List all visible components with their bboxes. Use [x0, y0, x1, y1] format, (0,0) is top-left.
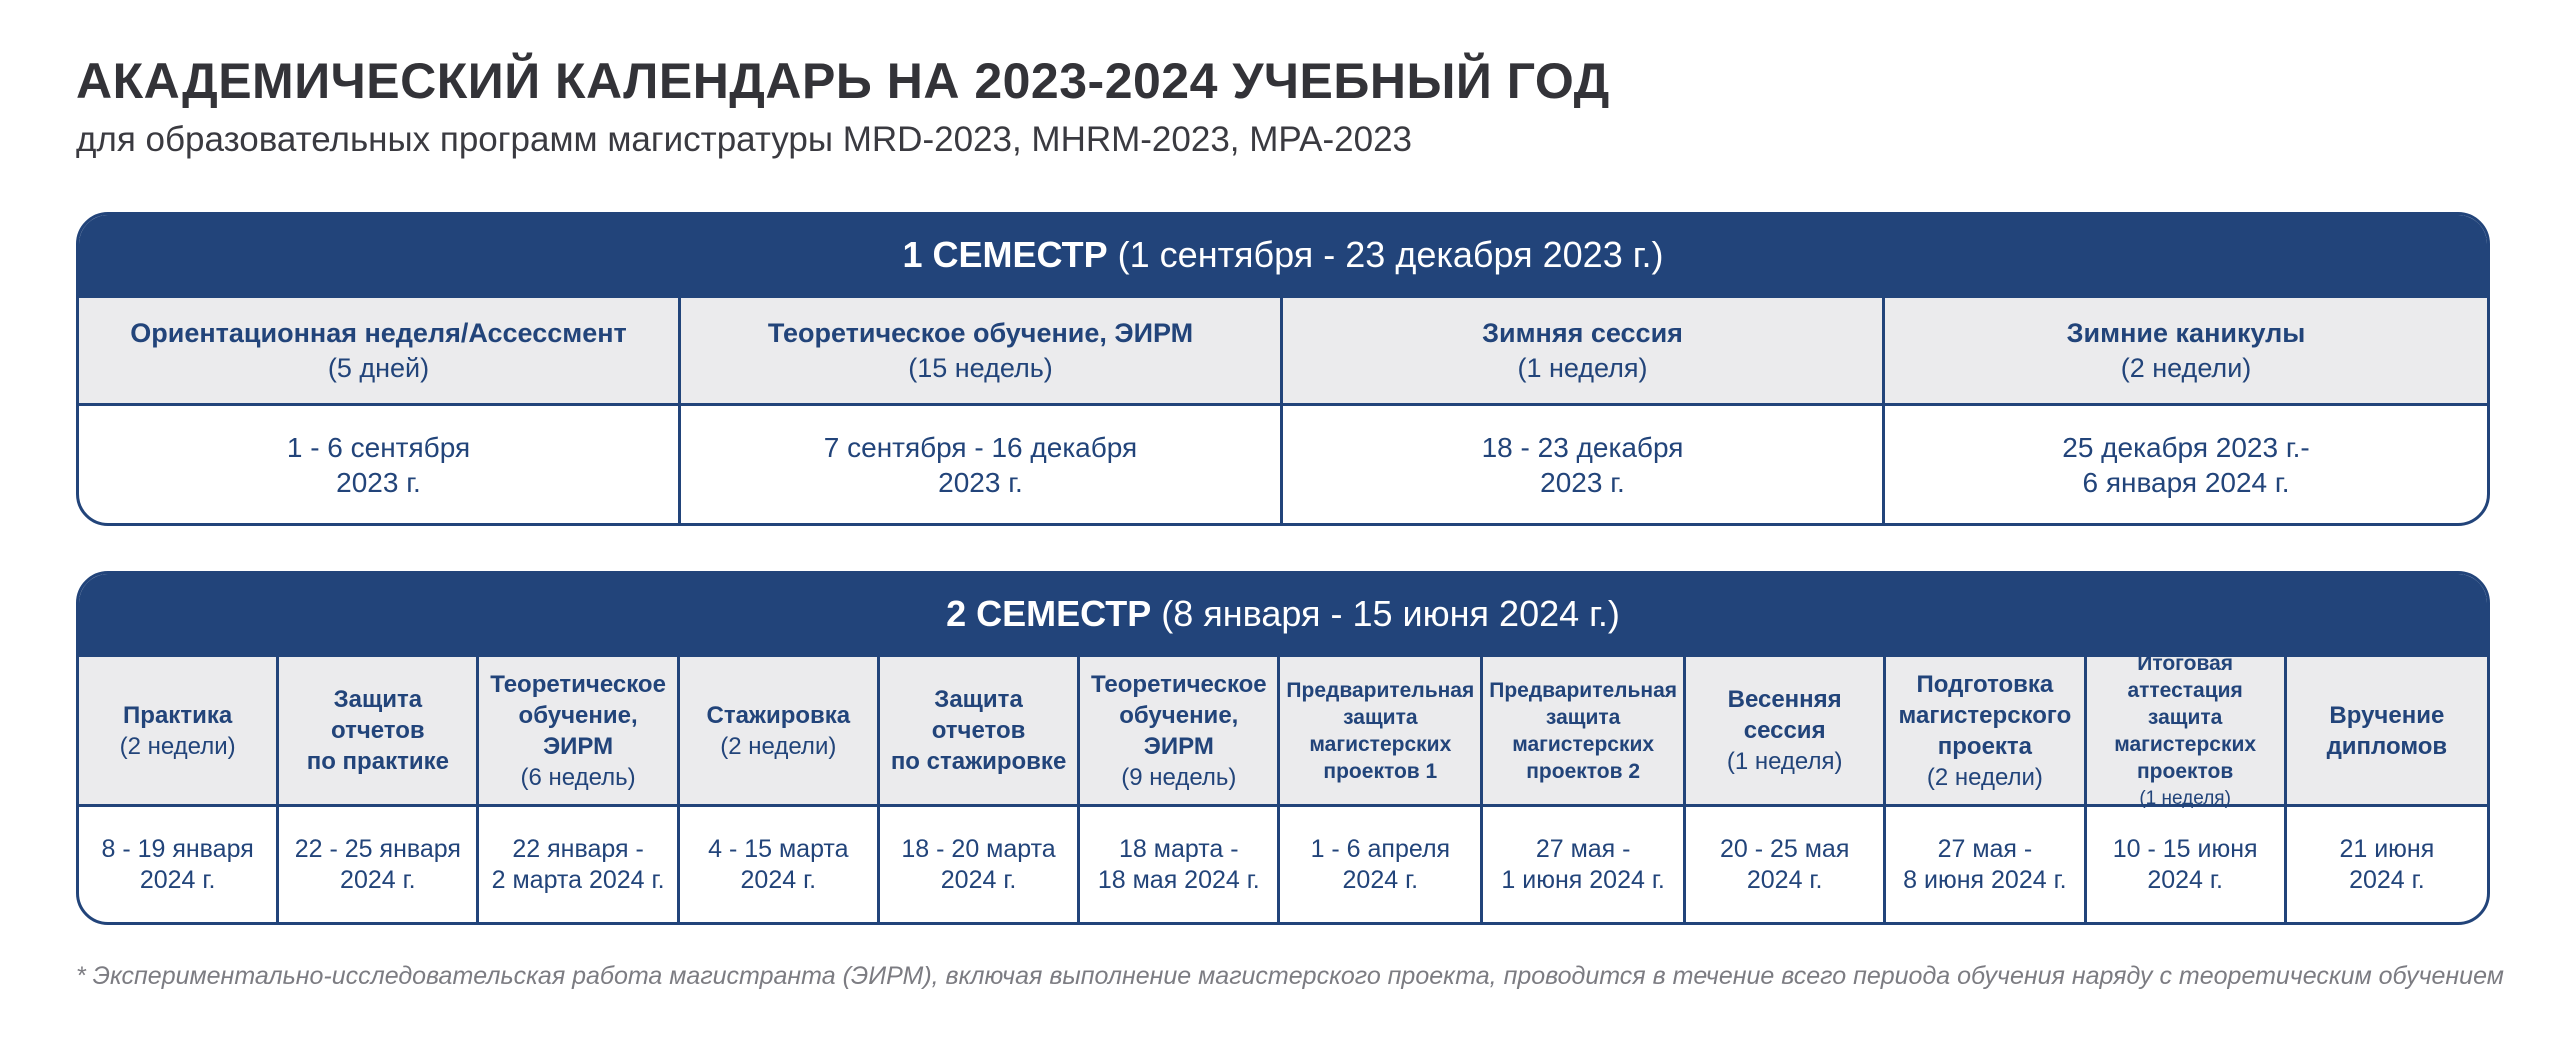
sem2-col-duration: (9 недель): [1121, 763, 1237, 791]
sem2-col-name: Вручение дипломов: [2326, 701, 2448, 760]
sem1-dates: 7 сентября - 16 декабря 2023 г.: [823, 431, 1138, 498]
sem2-date-cell: [1280, 807, 1483, 922]
sem1-col-name: Зимняя сессия: [1482, 317, 1683, 348]
sem1-date-cell: [1885, 406, 2487, 523]
sem2-date-cell: [1886, 807, 2086, 922]
sem1-col-duration: (5 дней): [327, 352, 430, 383]
sem1-date-cell: [681, 406, 1283, 523]
sem2-dates: 22 - 25 января 2024 г.: [294, 834, 461, 894]
sem1-col-name: Теоретическое обучение, ЭИРМ: [767, 317, 1194, 348]
sem1-col-head: [79, 298, 681, 406]
sem2-col-name: Теоретическое обучение, ЭИРМ: [490, 670, 666, 760]
sem2-col-name: Итоговая аттестация защита магистерских проектов: [2114, 651, 2257, 783]
sem2-date-cell: [279, 807, 479, 922]
sem2-date-cell: [1080, 807, 1280, 922]
sem2-col-head: [479, 657, 679, 807]
page-subtitle: для образовательных программ магистратуры MRD-2023, MHRM-2023, MPA-2023: [76, 120, 1412, 159]
sem2-col-duration: (2 недели): [1926, 763, 2043, 791]
sem2-col-name: Весенняя сессия: [1727, 686, 1842, 744]
sem2-col-name: Стажировка: [706, 701, 851, 729]
sem2-col-head: [680, 657, 880, 807]
sem2-dates: 4 - 15 марта 2024 г.: [708, 834, 849, 894]
sem1-col-head: [681, 298, 1283, 406]
sem2-col-head: [279, 657, 479, 807]
sem2-col-name: Защита отчетов по стажировке: [890, 686, 1067, 775]
semester-2-grid: [79, 651, 2487, 922]
sem2-col-duration: (1 неделя): [1726, 748, 1843, 775]
semester-2-header: [79, 574, 2487, 654]
sem2-date-cell: [680, 807, 880, 922]
sem2-col-head: [1280, 657, 1483, 807]
sem1-dates: 25 декабря 2023 г.- 6 января 2024 г.: [2062, 431, 2310, 498]
sem2-col-head: [1886, 657, 2086, 807]
sem2-date-cell: [1686, 807, 1886, 922]
sem2-col-duration: (6 недель): [520, 763, 636, 791]
sem2-date-cell: [880, 807, 1080, 922]
sem2-date-cell: [2087, 807, 2287, 922]
sem2-date-cell: [2287, 807, 2487, 922]
sem1-date-cell: [79, 406, 681, 523]
sem2-col-name: Предварительная защита магистерских проектов 2: [1489, 678, 1678, 783]
sem2-col-duration: (1 неделя): [2139, 787, 2231, 809]
sem2-dates: 18 - 20 марта 2024 г.: [901, 834, 1056, 894]
sem2-dates: 10 - 15 июня 2024 г.: [2112, 834, 2258, 894]
sem2-col-head: [880, 657, 1080, 807]
sem2-col-name: Предварительная защита магистерских проектов 1: [1286, 678, 1475, 783]
sem2-dates: 1 - 6 апреля 2024 г.: [1310, 834, 1451, 894]
sem2-dates: 27 мая - 1 июня 2024 г.: [1501, 834, 1665, 894]
sem2-dates: 27 мая - 8 июня 2024 г.: [1903, 834, 2067, 894]
sem2-dates: 22 января - 2 марта 2024 г.: [491, 834, 665, 894]
page-title: АКАДЕМИЧЕСКИЙ КАЛЕНДАРЬ НА 2023-2024 УЧЕБНЫЙ ГОД: [76, 53, 1610, 109]
semester-1-header: [79, 215, 2487, 295]
sem2-col-head: [1080, 657, 1280, 807]
sem2-dates: 18 марта - 18 мая 2024 г.: [1097, 834, 1260, 894]
sem2-col-name: Практика: [123, 701, 233, 729]
sem2-col-name: Теоретическое обучение, ЭИРМ: [1090, 670, 1267, 760]
sem2-col-head: [2287, 657, 2487, 807]
semester-2-title: 2 СЕМЕСТР: [946, 593, 1152, 634]
semester-2-table: [76, 571, 2490, 925]
sem1-col-name: Ориентационная неделя/Ассессмент: [130, 317, 627, 348]
sem2-col-head: [79, 657, 279, 807]
sem2-col-name: Подготовка магистерского проекта: [1898, 670, 2072, 760]
semester-1-title: 1 СЕМЕСТР: [902, 234, 1108, 275]
sem1-date-cell: [1283, 406, 1885, 523]
sem2-col-duration: (2 недели): [720, 732, 837, 760]
sem2-col-name: Защита отчетов по практике: [306, 686, 449, 775]
sem1-col-duration: (15 недель): [908, 352, 1053, 383]
footnote: * Экспериментально-исследовательская работа магистранта (ЭИРМ), включая выполнение магистерского проекта, проводится в течение всего периода обучения наряду с теоретическим обучением: [76, 962, 2504, 990]
sem2-dates: 8 - 19 января 2024 г.: [101, 834, 254, 894]
sem1-col-duration: (2 недели): [2120, 352, 2252, 383]
sem2-col-head: [2087, 651, 2287, 809]
sem1-col-duration: (1 неделя): [1517, 352, 1648, 383]
sem1-dates: 1 - 6 сентября 2023 г.: [286, 431, 471, 498]
sem2-date-cell: [479, 807, 679, 922]
sem2-dates: 21 июня 2024 г.: [2339, 834, 2435, 894]
sem2-date-cell: [1483, 807, 1686, 922]
semester-1-table: [76, 212, 2490, 526]
sem2-col-head: [1483, 657, 1686, 807]
sem2-col-head: [1686, 657, 1886, 807]
semester-2-period: (8 января - 15 июня 2024 г.): [1161, 593, 1620, 634]
sem1-col-name: Зимние каникулы: [2066, 317, 2306, 348]
sem2-date-cell: [79, 807, 279, 922]
sem1-col-head: [1283, 298, 1885, 406]
sem1-col-head: [1885, 298, 2487, 406]
semester-1-period: (1 сентября - 23 декабря 2023 г.): [1117, 234, 1664, 275]
sem2-dates: 20 - 25 мая 2024 г.: [1719, 834, 1850, 894]
sem2-col-duration: (2 недели): [119, 732, 236, 760]
semester-1-grid: [79, 295, 2487, 523]
sem1-dates: 18 - 23 декабря 2023 г.: [1481, 431, 1684, 498]
